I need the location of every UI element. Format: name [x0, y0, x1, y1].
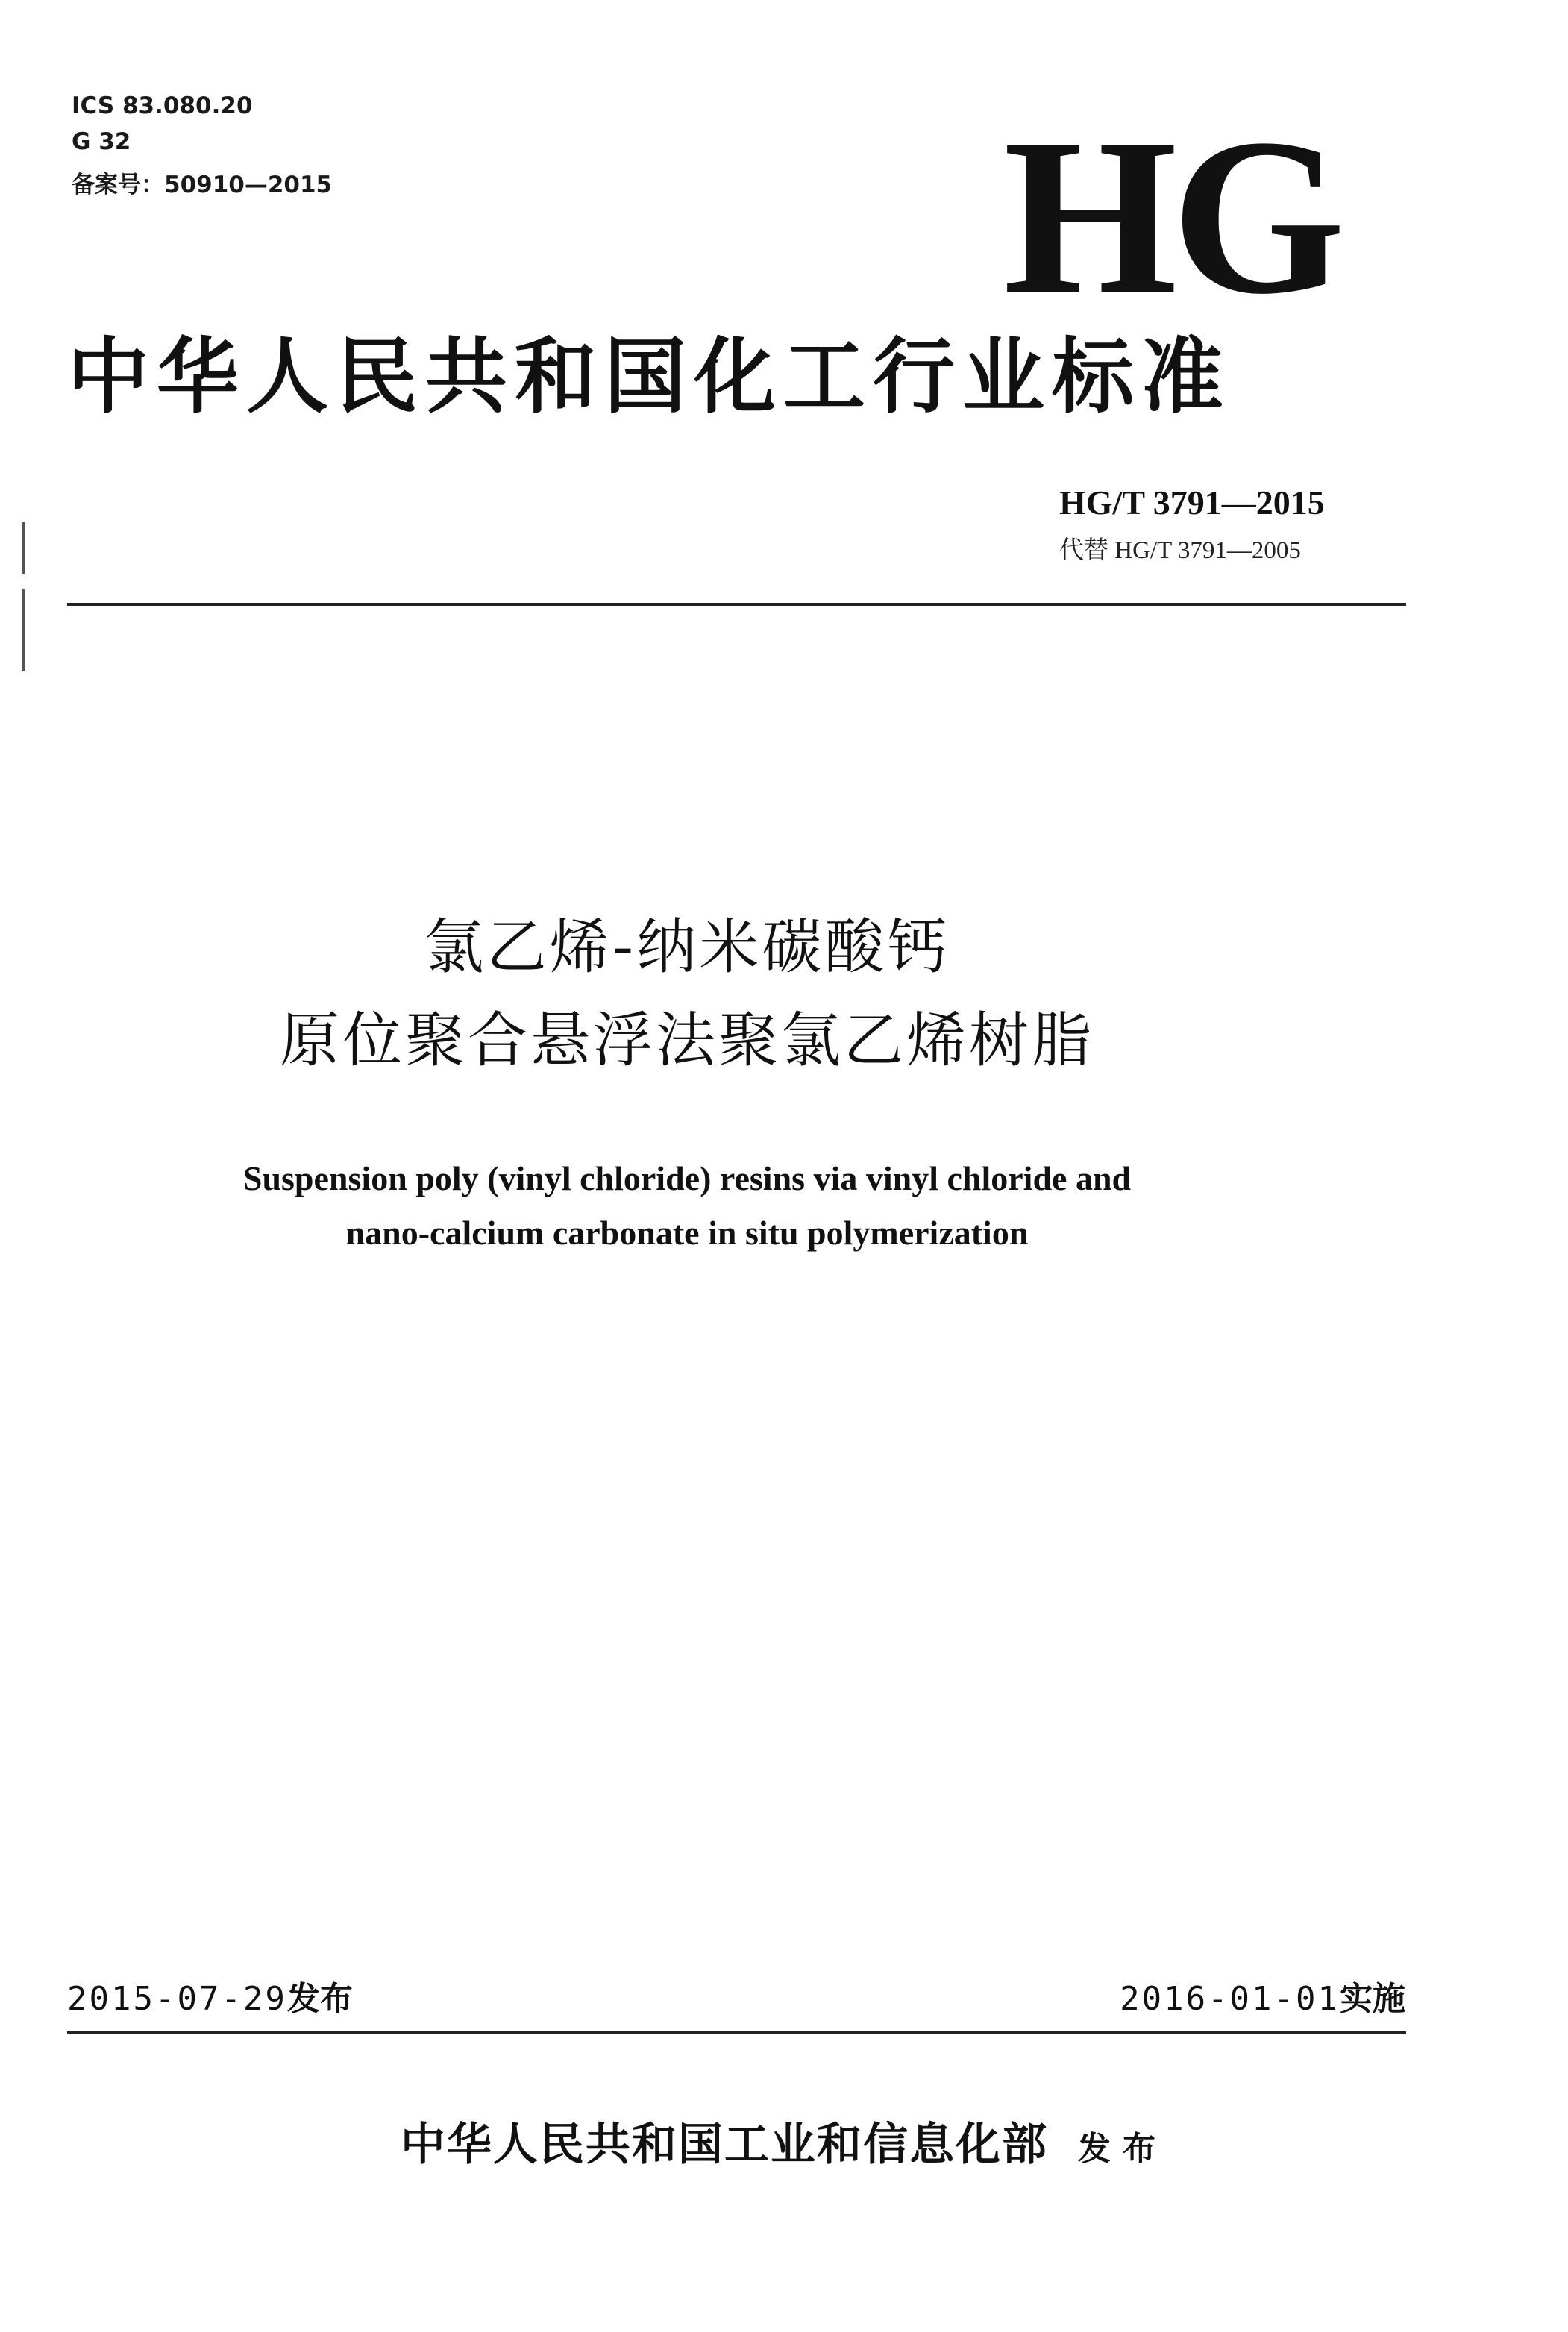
standard-type-heading: 中华人民共和国化工行业标准 — [67, 329, 1231, 424]
title-en-line-1: Suspension poly (vinyl chloride) resins via vinyl chloride and — [242, 1159, 1132, 1197]
ics-code: ICS 83.080.20 — [72, 93, 253, 119]
issuer-name: 中华人民共和国工业和信息化部 — [401, 2119, 1048, 2171]
issue-date-line — [67, 1977, 353, 2022]
issuer-action: 发布 — [1078, 2130, 1167, 2168]
title-cn-line-2: 原位聚合悬浮法聚氯乙烯树脂 — [280, 1006, 1094, 1075]
binding-mark-bottom — [22, 589, 25, 671]
ccs-code: G 32 — [72, 128, 131, 155]
issue-label: 发布 — [286, 1980, 353, 2018]
binding-mark-top — [22, 522, 25, 574]
issue-date: 2015-07-29 — [67, 1980, 287, 2018]
title-cn-line-1: 氯乙烯-纳米碳酸钙 — [424, 912, 950, 982]
filing-number: 备案号：50910—2015 — [72, 172, 333, 198]
implementation-date-line — [1120, 1977, 1405, 2022]
hg-logo: HG — [1003, 93, 1340, 340]
title-en-line-2: nano-calcium carbonate in situ polymerization — [345, 1214, 1029, 1252]
bottom-divider — [67, 2031, 1406, 2034]
implementation-date: 2016-01-01 — [1120, 1980, 1340, 2018]
issuer-line — [0, 2115, 1568, 2179]
top-divider — [67, 603, 1406, 606]
implementation-label: 实施 — [1340, 1980, 1405, 2018]
standard-number: HG/T 3791—2015 — [1059, 483, 1325, 521]
replaces-standard: 代替 HG/T 3791—2005 — [1059, 537, 1301, 564]
